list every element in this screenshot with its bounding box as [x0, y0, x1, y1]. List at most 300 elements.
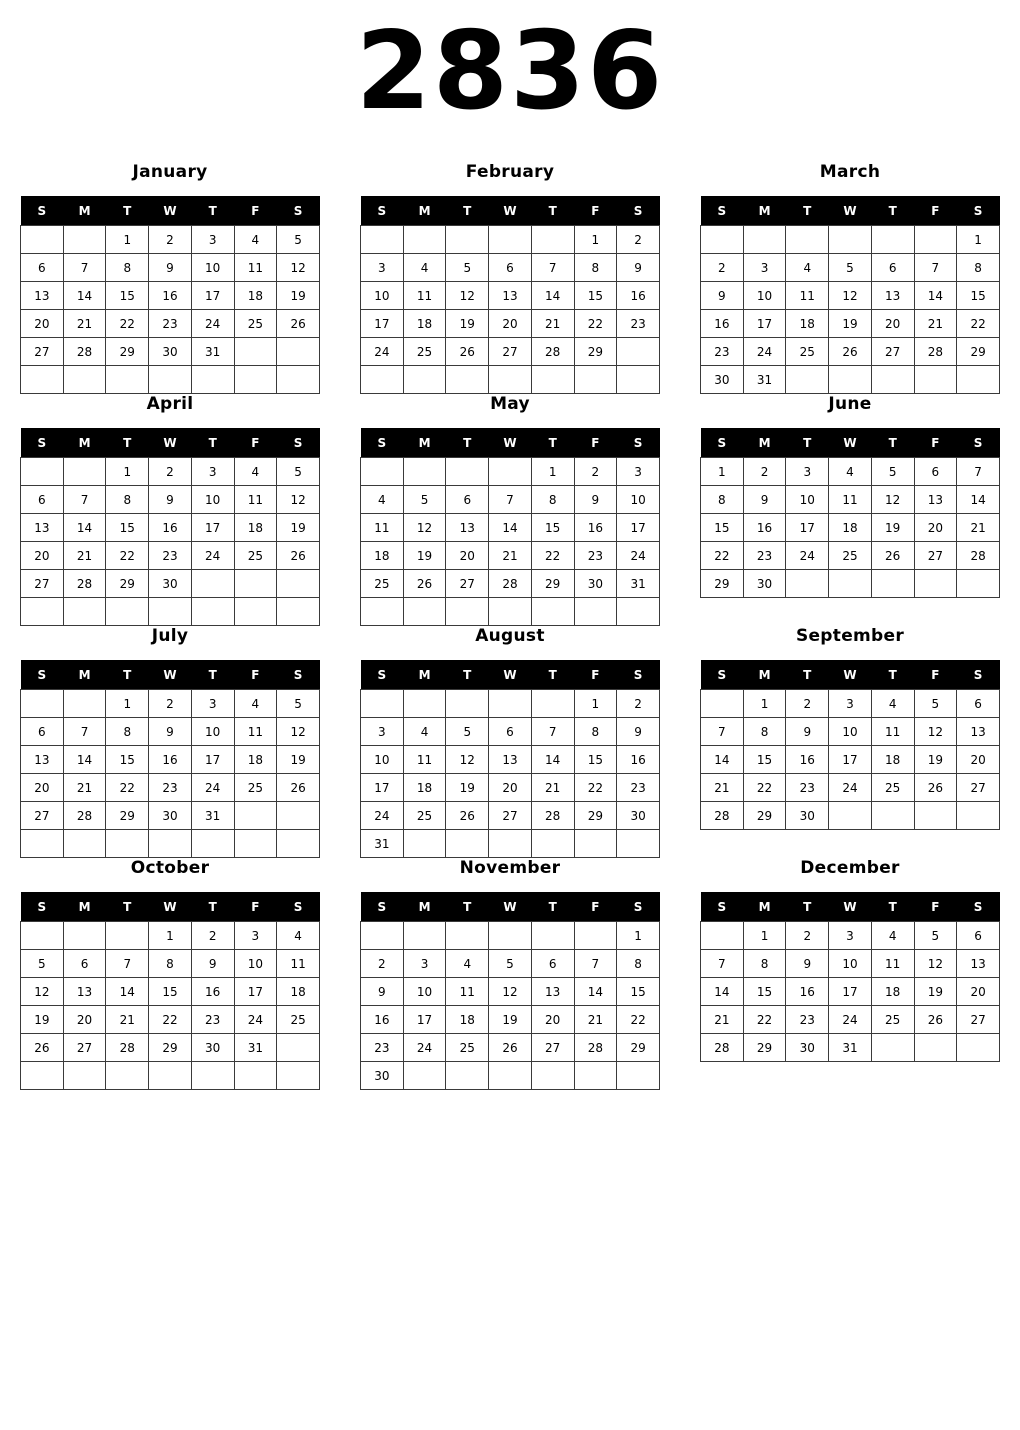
day-cell[interactable]: 27 [871, 338, 914, 366]
day-cell[interactable]: 18 [871, 978, 914, 1006]
day-cell[interactable]: 1 [574, 226, 617, 254]
day-cell[interactable]: 13 [914, 486, 957, 514]
day-cell[interactable]: 7 [914, 254, 957, 282]
day-cell[interactable]: 10 [829, 718, 872, 746]
day-cell[interactable]: 1 [106, 458, 149, 486]
day-cell[interactable]: 31 [617, 570, 660, 598]
day-cell[interactable]: 5 [277, 458, 320, 486]
day-cell[interactable]: 22 [743, 774, 786, 802]
day-cell[interactable]: 24 [361, 802, 404, 830]
day-cell[interactable]: 25 [829, 542, 872, 570]
day-cell[interactable]: 3 [829, 922, 872, 950]
day-cell[interactable]: 30 [361, 1062, 404, 1090]
day-cell[interactable]: 30 [191, 1034, 234, 1062]
day-cell[interactable]: 26 [489, 1034, 532, 1062]
day-cell[interactable]: 17 [191, 282, 234, 310]
day-cell[interactable]: 28 [957, 542, 1000, 570]
day-cell[interactable]: 16 [574, 514, 617, 542]
day-cell[interactable]: 1 [743, 690, 786, 718]
day-cell[interactable]: 4 [786, 254, 829, 282]
day-cell[interactable]: 23 [574, 542, 617, 570]
day-cell[interactable]: 22 [617, 1006, 660, 1034]
day-cell[interactable]: 1 [106, 226, 149, 254]
day-cell[interactable]: 9 [617, 718, 660, 746]
day-cell[interactable]: 16 [149, 746, 192, 774]
day-cell[interactable]: 28 [106, 1034, 149, 1062]
day-cell[interactable]: 12 [277, 718, 320, 746]
day-cell[interactable]: 18 [403, 774, 446, 802]
day-cell[interactable]: 27 [914, 542, 957, 570]
day-cell[interactable]: 15 [574, 282, 617, 310]
day-cell[interactable]: 19 [446, 774, 489, 802]
day-cell[interactable]: 31 [191, 802, 234, 830]
day-cell[interactable]: 27 [489, 802, 532, 830]
day-cell[interactable]: 22 [574, 774, 617, 802]
day-cell[interactable]: 25 [871, 774, 914, 802]
day-cell[interactable]: 6 [63, 950, 106, 978]
day-cell[interactable]: 29 [531, 570, 574, 598]
day-cell[interactable]: 26 [871, 542, 914, 570]
day-cell[interactable]: 26 [277, 774, 320, 802]
day-cell[interactable]: 5 [914, 690, 957, 718]
day-cell[interactable]: 15 [743, 746, 786, 774]
day-cell[interactable]: 29 [149, 1034, 192, 1062]
day-cell[interactable]: 5 [914, 922, 957, 950]
day-cell[interactable]: 2 [149, 690, 192, 718]
day-cell[interactable]: 31 [234, 1034, 277, 1062]
day-cell[interactable]: 3 [191, 458, 234, 486]
day-cell[interactable]: 5 [277, 690, 320, 718]
day-cell[interactable]: 4 [403, 718, 446, 746]
day-cell[interactable]: 20 [957, 746, 1000, 774]
day-cell[interactable]: 26 [914, 1006, 957, 1034]
day-cell[interactable]: 24 [191, 542, 234, 570]
day-cell[interactable]: 12 [21, 978, 64, 1006]
day-cell[interactable]: 30 [701, 366, 744, 394]
day-cell[interactable]: 19 [277, 282, 320, 310]
day-cell[interactable]: 9 [191, 950, 234, 978]
day-cell[interactable]: 1 [743, 922, 786, 950]
day-cell[interactable]: 10 [829, 950, 872, 978]
day-cell[interactable]: 9 [361, 978, 404, 1006]
day-cell[interactable]: 17 [361, 774, 404, 802]
day-cell[interactable]: 2 [361, 950, 404, 978]
day-cell[interactable]: 3 [191, 690, 234, 718]
day-cell[interactable]: 26 [446, 802, 489, 830]
day-cell[interactable]: 22 [149, 1006, 192, 1034]
day-cell[interactable]: 17 [743, 310, 786, 338]
day-cell[interactable]: 25 [361, 570, 404, 598]
day-cell[interactable]: 3 [361, 254, 404, 282]
day-cell[interactable]: 16 [701, 310, 744, 338]
day-cell[interactable]: 7 [957, 458, 1000, 486]
day-cell[interactable]: 17 [829, 978, 872, 1006]
day-cell[interactable]: 10 [234, 950, 277, 978]
day-cell[interactable]: 20 [531, 1006, 574, 1034]
day-cell[interactable]: 20 [489, 310, 532, 338]
day-cell[interactable]: 2 [743, 458, 786, 486]
day-cell[interactable]: 15 [574, 746, 617, 774]
day-cell[interactable]: 27 [21, 570, 64, 598]
day-cell[interactable]: 6 [21, 718, 64, 746]
day-cell[interactable]: 18 [446, 1006, 489, 1034]
day-cell[interactable]: 6 [489, 718, 532, 746]
day-cell[interactable]: 13 [957, 718, 1000, 746]
day-cell[interactable]: 18 [361, 542, 404, 570]
day-cell[interactable]: 1 [531, 458, 574, 486]
day-cell[interactable]: 27 [531, 1034, 574, 1062]
day-cell[interactable]: 13 [531, 978, 574, 1006]
day-cell[interactable]: 20 [914, 514, 957, 542]
day-cell[interactable]: 31 [743, 366, 786, 394]
day-cell[interactable]: 4 [234, 226, 277, 254]
day-cell[interactable]: 14 [63, 746, 106, 774]
day-cell[interactable]: 2 [191, 922, 234, 950]
day-cell[interactable]: 6 [871, 254, 914, 282]
day-cell[interactable]: 9 [149, 486, 192, 514]
day-cell[interactable]: 21 [489, 542, 532, 570]
day-cell[interactable]: 24 [743, 338, 786, 366]
day-cell[interactable]: 12 [403, 514, 446, 542]
day-cell[interactable]: 15 [617, 978, 660, 1006]
day-cell[interactable]: 10 [786, 486, 829, 514]
day-cell[interactable]: 27 [446, 570, 489, 598]
day-cell[interactable]: 26 [914, 774, 957, 802]
day-cell[interactable]: 8 [701, 486, 744, 514]
day-cell[interactable]: 14 [531, 282, 574, 310]
day-cell[interactable]: 30 [617, 802, 660, 830]
day-cell[interactable]: 19 [914, 746, 957, 774]
day-cell[interactable]: 3 [403, 950, 446, 978]
day-cell[interactable]: 27 [489, 338, 532, 366]
day-cell[interactable]: 20 [21, 774, 64, 802]
day-cell[interactable]: 18 [403, 310, 446, 338]
day-cell[interactable]: 26 [21, 1034, 64, 1062]
day-cell[interactable]: 23 [743, 542, 786, 570]
day-cell[interactable]: 14 [531, 746, 574, 774]
day-cell[interactable]: 27 [21, 338, 64, 366]
day-cell[interactable]: 4 [403, 254, 446, 282]
day-cell[interactable]: 30 [786, 802, 829, 830]
day-cell[interactable]: 2 [786, 690, 829, 718]
day-cell[interactable]: 26 [403, 570, 446, 598]
day-cell[interactable]: 14 [63, 514, 106, 542]
day-cell[interactable]: 29 [743, 802, 786, 830]
day-cell[interactable]: 31 [829, 1034, 872, 1062]
day-cell[interactable]: 24 [361, 338, 404, 366]
day-cell[interactable]: 2 [786, 922, 829, 950]
day-cell[interactable]: 5 [829, 254, 872, 282]
day-cell[interactable]: 7 [63, 718, 106, 746]
day-cell[interactable]: 13 [21, 282, 64, 310]
day-cell[interactable]: 29 [743, 1034, 786, 1062]
day-cell[interactable]: 6 [914, 458, 957, 486]
day-cell[interactable]: 21 [701, 1006, 744, 1034]
day-cell[interactable]: 7 [489, 486, 532, 514]
day-cell[interactable]: 2 [149, 226, 192, 254]
day-cell[interactable]: 3 [829, 690, 872, 718]
day-cell[interactable]: 6 [957, 922, 1000, 950]
day-cell[interactable]: 19 [277, 746, 320, 774]
day-cell[interactable]: 28 [574, 1034, 617, 1062]
day-cell[interactable]: 19 [829, 310, 872, 338]
day-cell[interactable]: 1 [149, 922, 192, 950]
day-cell[interactable]: 7 [531, 718, 574, 746]
day-cell[interactable]: 8 [574, 718, 617, 746]
day-cell[interactable]: 8 [743, 950, 786, 978]
day-cell[interactable]: 18 [786, 310, 829, 338]
day-cell[interactable]: 22 [743, 1006, 786, 1034]
day-cell[interactable]: 2 [574, 458, 617, 486]
day-cell[interactable]: 18 [234, 746, 277, 774]
day-cell[interactable]: 15 [106, 746, 149, 774]
day-cell[interactable]: 19 [871, 514, 914, 542]
day-cell[interactable]: 12 [914, 950, 957, 978]
day-cell[interactable]: 23 [617, 774, 660, 802]
day-cell[interactable]: 26 [829, 338, 872, 366]
day-cell[interactable]: 8 [957, 254, 1000, 282]
day-cell[interactable]: 21 [531, 310, 574, 338]
day-cell[interactable]: 11 [234, 718, 277, 746]
day-cell[interactable]: 21 [63, 774, 106, 802]
day-cell[interactable]: 12 [277, 254, 320, 282]
day-cell[interactable]: 29 [106, 338, 149, 366]
day-cell[interactable]: 27 [957, 774, 1000, 802]
day-cell[interactable]: 30 [149, 338, 192, 366]
day-cell[interactable]: 23 [701, 338, 744, 366]
day-cell[interactable]: 8 [106, 486, 149, 514]
day-cell[interactable]: 11 [446, 978, 489, 1006]
day-cell[interactable]: 28 [63, 338, 106, 366]
day-cell[interactable]: 29 [106, 802, 149, 830]
day-cell[interactable]: 15 [957, 282, 1000, 310]
day-cell[interactable]: 25 [234, 774, 277, 802]
day-cell[interactable]: 28 [531, 338, 574, 366]
day-cell[interactable]: 2 [617, 226, 660, 254]
day-cell[interactable]: 8 [743, 718, 786, 746]
day-cell[interactable]: 21 [106, 1006, 149, 1034]
day-cell[interactable]: 11 [829, 486, 872, 514]
day-cell[interactable]: 8 [574, 254, 617, 282]
day-cell[interactable]: 11 [871, 950, 914, 978]
day-cell[interactable]: 12 [446, 282, 489, 310]
day-cell[interactable]: 9 [149, 254, 192, 282]
day-cell[interactable]: 29 [957, 338, 1000, 366]
day-cell[interactable]: 28 [489, 570, 532, 598]
day-cell[interactable]: 14 [574, 978, 617, 1006]
day-cell[interactable]: 17 [786, 514, 829, 542]
day-cell[interactable]: 5 [489, 950, 532, 978]
day-cell[interactable]: 18 [234, 282, 277, 310]
day-cell[interactable]: 19 [489, 1006, 532, 1034]
day-cell[interactable]: 15 [106, 514, 149, 542]
day-cell[interactable]: 22 [574, 310, 617, 338]
day-cell[interactable]: 5 [871, 458, 914, 486]
day-cell[interactable]: 22 [531, 542, 574, 570]
day-cell[interactable]: 15 [701, 514, 744, 542]
day-cell[interactable]: 7 [106, 950, 149, 978]
day-cell[interactable]: 9 [786, 950, 829, 978]
day-cell[interactable]: 14 [63, 282, 106, 310]
day-cell[interactable]: 13 [446, 514, 489, 542]
day-cell[interactable]: 1 [106, 690, 149, 718]
day-cell[interactable]: 24 [191, 310, 234, 338]
day-cell[interactable]: 28 [63, 570, 106, 598]
day-cell[interactable]: 12 [829, 282, 872, 310]
day-cell[interactable]: 29 [701, 570, 744, 598]
day-cell[interactable]: 7 [701, 718, 744, 746]
day-cell[interactable]: 13 [489, 282, 532, 310]
day-cell[interactable]: 19 [446, 310, 489, 338]
day-cell[interactable]: 15 [149, 978, 192, 1006]
day-cell[interactable]: 12 [277, 486, 320, 514]
day-cell[interactable]: 19 [21, 1006, 64, 1034]
day-cell[interactable]: 20 [446, 542, 489, 570]
day-cell[interactable]: 2 [701, 254, 744, 282]
day-cell[interactable]: 24 [786, 542, 829, 570]
day-cell[interactable]: 17 [829, 746, 872, 774]
day-cell[interactable]: 5 [277, 226, 320, 254]
day-cell[interactable]: 27 [957, 1006, 1000, 1034]
day-cell[interactable]: 30 [574, 570, 617, 598]
day-cell[interactable]: 29 [574, 802, 617, 830]
day-cell[interactable]: 30 [786, 1034, 829, 1062]
day-cell[interactable]: 1 [617, 922, 660, 950]
day-cell[interactable]: 5 [403, 486, 446, 514]
day-cell[interactable]: 14 [957, 486, 1000, 514]
day-cell[interactable]: 24 [617, 542, 660, 570]
day-cell[interactable]: 25 [234, 310, 277, 338]
day-cell[interactable]: 6 [531, 950, 574, 978]
day-cell[interactable]: 20 [63, 1006, 106, 1034]
day-cell[interactable]: 3 [234, 922, 277, 950]
day-cell[interactable]: 29 [617, 1034, 660, 1062]
day-cell[interactable]: 30 [149, 802, 192, 830]
day-cell[interactable]: 10 [191, 254, 234, 282]
day-cell[interactable]: 23 [191, 1006, 234, 1034]
day-cell[interactable]: 16 [617, 282, 660, 310]
day-cell[interactable]: 21 [63, 310, 106, 338]
day-cell[interactable]: 8 [531, 486, 574, 514]
day-cell[interactable]: 4 [829, 458, 872, 486]
day-cell[interactable]: 10 [361, 746, 404, 774]
day-cell[interactable]: 19 [403, 542, 446, 570]
day-cell[interactable]: 21 [63, 542, 106, 570]
day-cell[interactable]: 31 [191, 338, 234, 366]
day-cell[interactable]: 14 [489, 514, 532, 542]
day-cell[interactable]: 7 [531, 254, 574, 282]
day-cell[interactable]: 29 [574, 338, 617, 366]
day-cell[interactable]: 25 [446, 1034, 489, 1062]
day-cell[interactable]: 6 [21, 486, 64, 514]
day-cell[interactable]: 9 [786, 718, 829, 746]
day-cell[interactable]: 24 [829, 774, 872, 802]
day-cell[interactable]: 13 [871, 282, 914, 310]
day-cell[interactable]: 13 [957, 950, 1000, 978]
day-cell[interactable]: 22 [701, 542, 744, 570]
day-cell[interactable]: 10 [743, 282, 786, 310]
day-cell[interactable]: 6 [489, 254, 532, 282]
day-cell[interactable]: 4 [446, 950, 489, 978]
day-cell[interactable]: 25 [234, 542, 277, 570]
day-cell[interactable]: 16 [743, 514, 786, 542]
day-cell[interactable]: 23 [786, 1006, 829, 1034]
day-cell[interactable]: 27 [63, 1034, 106, 1062]
day-cell[interactable]: 11 [403, 746, 446, 774]
day-cell[interactable]: 10 [191, 718, 234, 746]
day-cell[interactable]: 26 [277, 310, 320, 338]
day-cell[interactable]: 19 [914, 978, 957, 1006]
day-cell[interactable]: 3 [617, 458, 660, 486]
day-cell[interactable]: 7 [63, 486, 106, 514]
day-cell[interactable]: 8 [106, 718, 149, 746]
day-cell[interactable]: 4 [871, 922, 914, 950]
day-cell[interactable]: 30 [149, 570, 192, 598]
day-cell[interactable]: 10 [191, 486, 234, 514]
day-cell[interactable]: 6 [21, 254, 64, 282]
day-cell[interactable]: 23 [149, 310, 192, 338]
day-cell[interactable]: 18 [234, 514, 277, 542]
day-cell[interactable]: 9 [617, 254, 660, 282]
day-cell[interactable]: 21 [957, 514, 1000, 542]
day-cell[interactable]: 1 [574, 690, 617, 718]
day-cell[interactable]: 25 [403, 338, 446, 366]
day-cell[interactable]: 26 [277, 542, 320, 570]
day-cell[interactable]: 11 [871, 718, 914, 746]
day-cell[interactable]: 1 [957, 226, 1000, 254]
day-cell[interactable]: 23 [617, 310, 660, 338]
day-cell[interactable]: 2 [617, 690, 660, 718]
day-cell[interactable]: 3 [191, 226, 234, 254]
day-cell[interactable]: 28 [701, 1034, 744, 1062]
day-cell[interactable]: 16 [361, 1006, 404, 1034]
day-cell[interactable]: 1 [701, 458, 744, 486]
day-cell[interactable]: 5 [446, 254, 489, 282]
day-cell[interactable]: 17 [403, 1006, 446, 1034]
day-cell[interactable]: 12 [914, 718, 957, 746]
day-cell[interactable]: 11 [361, 514, 404, 542]
day-cell[interactable]: 5 [21, 950, 64, 978]
day-cell[interactable]: 20 [871, 310, 914, 338]
day-cell[interactable]: 4 [361, 486, 404, 514]
day-cell[interactable]: 4 [234, 690, 277, 718]
day-cell[interactable]: 21 [914, 310, 957, 338]
day-cell[interactable]: 16 [149, 282, 192, 310]
day-cell[interactable]: 13 [489, 746, 532, 774]
day-cell[interactable]: 23 [149, 774, 192, 802]
day-cell[interactable]: 22 [106, 310, 149, 338]
day-cell[interactable]: 30 [743, 570, 786, 598]
day-cell[interactable]: 11 [277, 950, 320, 978]
day-cell[interactable]: 17 [617, 514, 660, 542]
day-cell[interactable]: 26 [446, 338, 489, 366]
day-cell[interactable]: 24 [403, 1034, 446, 1062]
day-cell[interactable]: 23 [786, 774, 829, 802]
day-cell[interactable]: 21 [701, 774, 744, 802]
day-cell[interactable]: 8 [617, 950, 660, 978]
day-cell[interactable]: 3 [786, 458, 829, 486]
day-cell[interactable]: 10 [403, 978, 446, 1006]
day-cell[interactable]: 16 [617, 746, 660, 774]
day-cell[interactable]: 15 [106, 282, 149, 310]
day-cell[interactable]: 9 [743, 486, 786, 514]
day-cell[interactable]: 14 [701, 746, 744, 774]
day-cell[interactable]: 24 [234, 1006, 277, 1034]
day-cell[interactable]: 18 [829, 514, 872, 542]
day-cell[interactable]: 27 [21, 802, 64, 830]
day-cell[interactable]: 3 [361, 718, 404, 746]
day-cell[interactable]: 16 [149, 514, 192, 542]
